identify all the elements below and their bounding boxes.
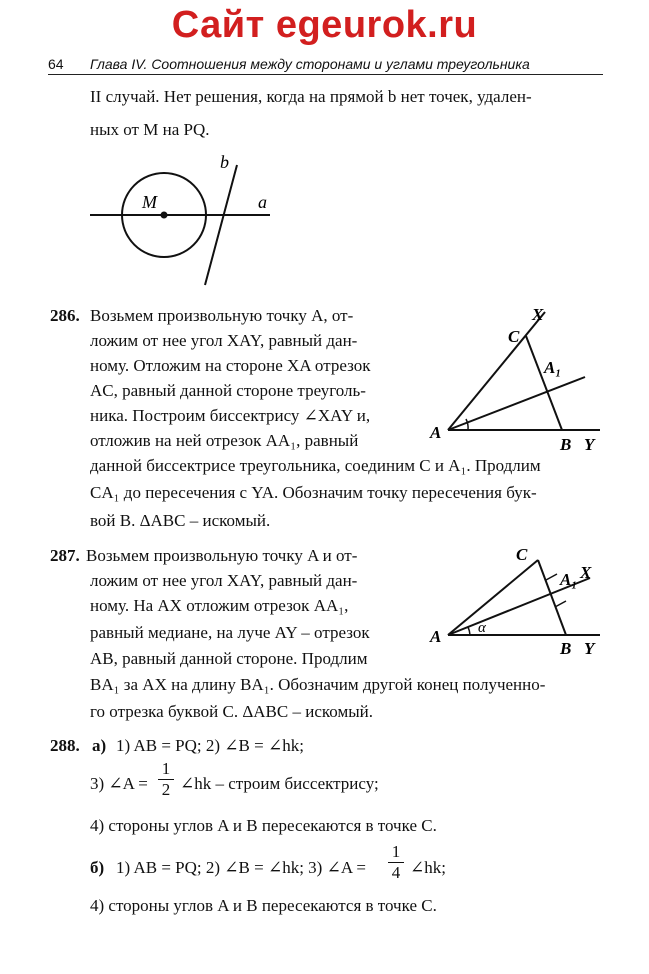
p288-a-step4: 4) стороны углов A и B пересекаются в точке C. <box>90 816 437 835</box>
tick-mark <box>546 574 557 580</box>
p287-line: AB, равный данной стороне. Продлим <box>90 649 368 668</box>
problem-286-number: 286. <box>50 306 80 325</box>
chapter-header: Глава IV. Соотношения между сторонами и углами треугольника <box>90 56 530 72</box>
label-Y: Y <box>584 435 595 452</box>
label-A: A <box>430 423 442 442</box>
fraction-numerator: 1 <box>161 759 171 778</box>
label-X: X <box>532 305 544 324</box>
p287-figure <box>420 540 615 658</box>
angle-arc <box>466 419 468 430</box>
label-B: B <box>560 435 572 452</box>
label-b: b <box>220 152 229 172</box>
header-rule <box>48 74 603 75</box>
case2-line1: II случай. Нет решения, когда на прямой b нет точек, удален- <box>90 87 532 106</box>
angle-arc <box>468 627 470 635</box>
label-A1: A₁ <box>544 358 562 377</box>
p287-line: BA₁ за AX на длину BA₁. Обозначим другой конец полученно- <box>90 675 546 694</box>
label-A: A <box>430 627 442 646</box>
label-X: X <box>580 563 592 582</box>
p286-line: вой B. ΔABC – искомый. <box>90 511 271 530</box>
p287-line: ложим от нее угол XAY, равный дан- <box>90 571 358 590</box>
p286-line: Возьмем произвольную точку A, от- <box>90 306 354 325</box>
point-M <box>161 212 168 219</box>
label-A1: A₁ <box>560 570 578 589</box>
p287-line: Возьмем произвольную точку A и от- <box>86 546 358 565</box>
p288-a-step3-pre: 3) ∠A = <box>90 774 148 793</box>
label-B: B <box>560 639 572 658</box>
line-b <box>205 165 237 285</box>
p286-line: данной биссектрисе треугольника, соединим C и A₁. Продлим <box>90 456 541 475</box>
page-number: 64 <box>48 56 64 72</box>
label-M: M <box>142 192 157 212</box>
site-title: Сайт egeurok.ru <box>171 4 478 46</box>
p286-line: ложим от нее угол XAY, равный дан- <box>90 331 358 350</box>
fraction-denominator: 4 <box>391 863 401 882</box>
case2-figure <box>80 150 290 290</box>
label-a: a <box>258 192 267 212</box>
label-C: C <box>508 327 520 346</box>
p288-b-step1: 1) AB = PQ; 2) ∠B = ∠hk; 3) ∠A = <box>116 858 367 877</box>
problem-287-number: 287. <box>50 546 80 565</box>
p287-line: ному. На AX отложим отрезок AA₁, <box>90 596 349 615</box>
p286-line: ному. Отложим на стороне XA отрезок <box>90 356 371 375</box>
p286-line: AC, равный данной стороне треуголь- <box>90 381 366 400</box>
p288-b-step4: 4) стороны углов A и B пересекаются в точке C. <box>90 896 437 915</box>
p286-figure <box>420 300 615 452</box>
p287-line: го отрезка буквой C. ΔABC – искомый. <box>90 702 373 721</box>
part-b-label: б) <box>90 858 105 877</box>
label-alpha: α <box>478 620 486 636</box>
fraction-numerator: 1 <box>391 842 401 861</box>
p286-line: отложив на ней отрезок AA₁, равный <box>90 431 359 450</box>
p288-b-step1-post: ∠hk; <box>410 858 446 877</box>
fraction-denominator: 2 <box>161 780 171 799</box>
p287-line: равный медиане, на луче AY – отрезок <box>90 623 370 642</box>
part-a-label: а) <box>92 736 107 755</box>
side-AC <box>448 560 538 635</box>
p286-line: ника. Построим биссектрису ∠XAY и, <box>90 406 371 425</box>
problem-288-number: 288. <box>50 736 80 755</box>
label-C: C <box>516 545 528 564</box>
label-Y: Y <box>584 639 595 658</box>
p288-a-step3-post: ∠hk – строим биссектрису; <box>180 774 379 793</box>
tick-mark <box>555 601 566 607</box>
p286-line: CA₁ до пересечения с YA. Обозначим точку пересечения бук- <box>90 483 537 502</box>
fraction-half <box>158 759 174 800</box>
segment-CB <box>526 336 562 430</box>
p288-a-step1: 1) AB = PQ; 2) ∠B = ∠hk; <box>116 736 304 755</box>
case2-line2: ных от M на PQ. <box>90 120 210 139</box>
fraction-quarter <box>388 842 404 883</box>
